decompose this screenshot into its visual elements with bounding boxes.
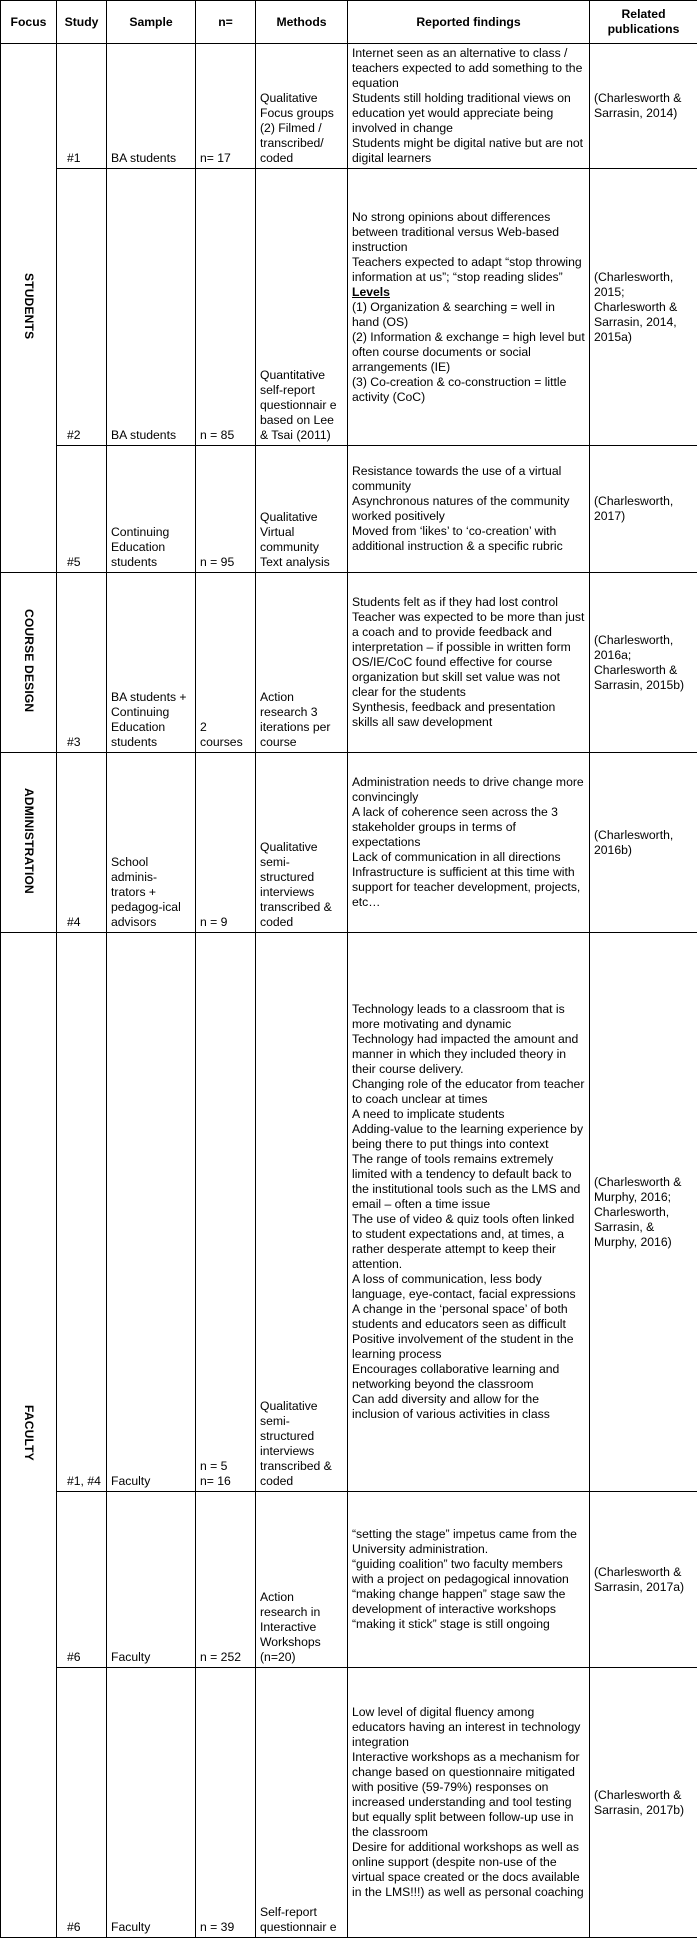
finding-line: Adding-value to the learning experience by being there to put things into context	[352, 1122, 584, 1151]
methods-cell: Qualitative semi-structured interviews transcribed & coded	[256, 753, 348, 933]
header-sample: Sample	[107, 1, 196, 44]
n-cell: n= 17	[196, 44, 256, 169]
sample-cell: Continuing Education students	[107, 446, 196, 573]
finding-line: Encourages collaborative learning and networking beyond the classroom	[352, 1362, 560, 1391]
header-findings: Reported findings	[348, 1, 590, 44]
publications-cell: (Charlesworth & Murphy, 2016; Charlesworth, Sarrasin, & Murphy, 2016)	[590, 933, 697, 1492]
finding-line: Teachers expected to adapt “stop throwing information at us”; “stop reading slides”	[352, 254, 582, 284]
finding-line: Infrastructure is sufficient at this time with support for teacher development, projects, etc…	[352, 865, 581, 909]
finding-line: (3) Co-creation & co-construction = little activity (CoC)	[352, 374, 567, 404]
finding-line: OS/IE/CoC found effective for course organization but skill set value was not clear for the students	[352, 655, 560, 699]
study-cell: #4	[57, 753, 107, 933]
finding-line: The range of tools remains extremely limited with a tendency to default back to the institutional tools such as the LMS and email – often a time issue	[352, 1152, 581, 1211]
methods-cell: Self-report questionnair e	[256, 1668, 348, 1938]
study-cell: #6	[57, 1492, 107, 1668]
methods-cell: Qualitative Focus groups (2) Filmed / transcribed/ coded	[256, 44, 348, 169]
finding-line: The use of video & quiz tools often linked to student expectations and, at times, a rather desperate attempt to keep their attention.	[352, 1212, 575, 1271]
focus-cell-administration	[1, 753, 57, 933]
findings-cell	[348, 573, 590, 753]
table-row	[1, 753, 697, 933]
findings-cell	[348, 933, 590, 1492]
finding-line: (1) Organization & searching = well in hand (OS)	[352, 299, 555, 329]
sample-cell: BA students	[107, 169, 196, 446]
sample-cell: Faculty	[107, 1492, 196, 1668]
publications-cell: (Charlesworth, 2017)	[590, 446, 697, 573]
methods-cell: Quantitative self-report questionnair e based on Lee & Tsai (2011)	[256, 169, 348, 446]
finding-line: A need to implicate students	[352, 1107, 505, 1121]
n-cell: n = 39	[196, 1668, 256, 1938]
header-publications: Related publications	[590, 1, 697, 44]
finding-line: No strong opinions about differences between traditional versus Web-based instruction	[352, 209, 560, 254]
table-row	[1, 933, 697, 1492]
finding-line: Administration needs to drive change more convincingly	[352, 775, 584, 804]
finding-line: Internet seen as an alternative to class / teachers expected to add something to the equation	[352, 46, 583, 90]
publications-cell: (Charlesworth, 2016a; Charlesworth & Sarrasin, 2015b)	[590, 573, 697, 753]
study-cell: #3	[57, 573, 107, 753]
focus-cell-faculty	[1, 933, 57, 1938]
header-row	[1, 1, 697, 44]
focus-cell-students	[1, 44, 57, 573]
header-n: n=	[196, 1, 256, 44]
table-row	[1, 44, 697, 169]
finding-line: Students felt as if they had lost control	[352, 595, 558, 609]
publications-cell: (Charlesworth, 2016b)	[590, 753, 697, 933]
table-row	[1, 1668, 697, 1938]
finding-line: Students still holding traditional views on education yet would appreciate being involved in change	[352, 91, 571, 135]
findings-cell	[348, 753, 590, 933]
finding-line: “guiding coalition” two faculty members with a project on pedagogical innovation	[352, 1557, 569, 1586]
findings-cell	[348, 1492, 590, 1668]
publications-cell: (Charlesworth & Sarrasin, 2014)	[590, 44, 697, 169]
sample-cell: School adminis-trators + pedagog-ical advisors	[107, 753, 196, 933]
methods-cell: Action research 3 iterations per course	[256, 573, 348, 753]
study-cell: #2	[57, 169, 107, 446]
finding-line: Positive involvement of the student in the learning process	[352, 1332, 574, 1361]
n-cell: 2 courses	[196, 573, 256, 753]
finding-line: Asynchronous natures of the community worked positively	[352, 494, 570, 523]
finding-line: Students might be digital native but are not digital learners	[352, 136, 584, 165]
finding-line: A lack of coherence seen across the 3 stakeholder groups in terms of expectations	[352, 805, 558, 849]
n-cell: n = 95	[196, 446, 256, 573]
finding-line: Interactive workshops as a mechanism for change based on questionnaire mitigated with positive (59-79%) responses on increased understanding and tool testing but equally split between follow-up use in the classroom	[352, 1750, 580, 1839]
sample-cell: BA students + Continuing Education students	[107, 573, 196, 753]
findings-cell	[348, 169, 590, 446]
table-row	[1, 169, 697, 446]
finding-line: “making change happen” stage saw the development of interactive workshops	[352, 1587, 566, 1616]
focus-label-students: STUDENTS	[22, 272, 36, 340]
focus-label-course-design: COURSE DESIGN	[22, 608, 36, 713]
finding-line: “setting the stage” impetus came from the University administration.	[352, 1527, 577, 1556]
sample-cell: BA students	[107, 44, 196, 169]
header-methods: Methods	[256, 1, 348, 44]
findings-cell	[348, 1668, 590, 1938]
header-study: Study	[57, 1, 107, 44]
finding-line: Teacher was expected to be more than just a coach and to provide feedback and interpretation – if possible in written form	[352, 610, 585, 654]
levels-heading: Levels	[352, 284, 390, 299]
table-row	[1, 446, 697, 573]
focus-cell-course-design	[1, 573, 57, 753]
methods-cell: Qualitative semi-structured interviews transcribed & coded	[256, 933, 348, 1492]
study-cell: #1, #4	[57, 933, 107, 1492]
findings-cell	[348, 446, 590, 573]
publications-cell: (Charlesworth & Sarrasin, 2017b)	[590, 1668, 697, 1938]
finding-line: Can add diversity and allow for the inclusion of various activities in class	[352, 1392, 550, 1421]
methods-cell: Action research in Interactive Workshops (n=20)	[256, 1492, 348, 1668]
n-cell: n = 5 n= 16	[196, 933, 256, 1492]
finding-line: Synthesis, feedback and presentation skills all saw development	[352, 700, 556, 729]
finding-line: “making it stick” stage is still ongoing	[352, 1617, 550, 1631]
findings-cell	[348, 44, 590, 169]
finding-line: Technology had impacted the amount and manner in which they included theory in their course delivery.	[352, 1032, 579, 1076]
focus-label-faculty: FACULTY	[22, 1405, 36, 1461]
table-row	[1, 573, 697, 753]
focus-label-administration: ADMINISTRATION	[22, 787, 36, 894]
header-focus: Focus	[1, 1, 57, 44]
study-cell: #6	[57, 1668, 107, 1938]
study-cell: #1	[57, 44, 107, 169]
sample-cell: Faculty	[107, 1668, 196, 1938]
finding-line: Low level of digital fluency among educators having an interest in technology integration	[352, 1705, 581, 1749]
finding-line: Lack of communication in all directions	[352, 850, 561, 864]
methods-cell: Qualitative Virtual community Text analysis	[256, 446, 348, 573]
publications-cell: (Charlesworth, 2015; Charlesworth & Sarrasin, 2014, 2015a)	[590, 169, 697, 446]
finding-line: A loss of communication, less body language, eye-contact, facial expressions	[352, 1272, 576, 1301]
sample-cell: Faculty	[107, 933, 196, 1492]
n-cell: n = 85	[196, 169, 256, 446]
finding-line: Changing role of the educator from teacher to coach unclear at times	[352, 1077, 585, 1106]
finding-line: A change in the ‘personal space’ of both students and educators seen as difficult	[352, 1302, 568, 1331]
study-cell: #5	[57, 446, 107, 573]
finding-line: (2) Information & exchange = high level but often course documents or social arrangements (IE)	[352, 329, 585, 374]
n-cell: n = 252	[196, 1492, 256, 1668]
finding-line: Moved from ‘likes’ to ‘co-creation’ with additional instruction & a specific rubric	[352, 524, 563, 553]
finding-line: Resistance towards the use of a virtual community	[352, 464, 562, 493]
publications-cell: (Charlesworth & Sarrasin, 2017a)	[590, 1492, 697, 1668]
finding-line: Desire for additional workshops as well as online support (despite non-use of the virtual space created or the docs available in the LMS!!!) as well as personal coaching	[352, 1840, 584, 1899]
finding-line: Technology leads to a classroom that is more motivating and dynamic	[352, 1002, 565, 1031]
n-cell: n = 9	[196, 753, 256, 933]
table-row	[1, 1492, 697, 1668]
